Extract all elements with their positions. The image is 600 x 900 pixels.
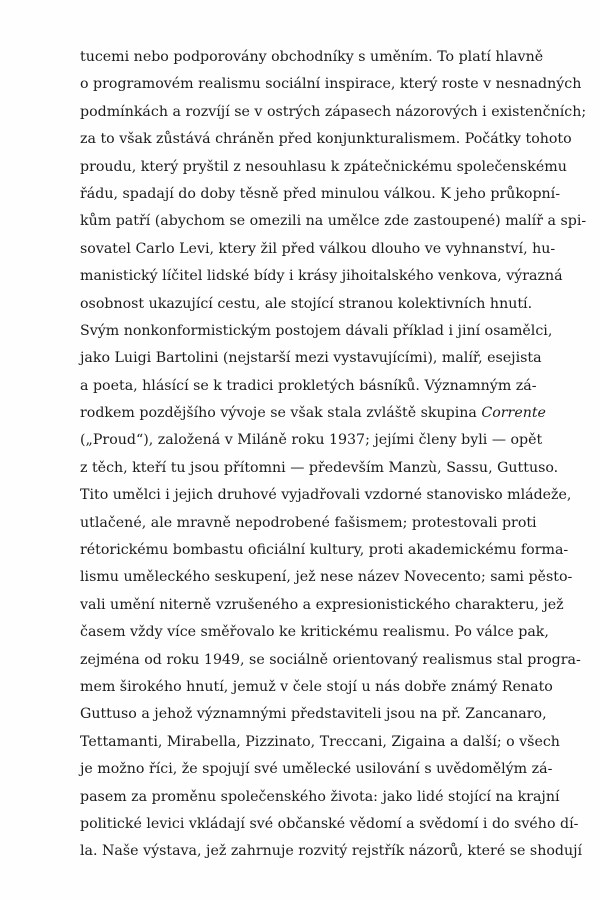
text-line: manistický líčitel lidské bídy i krásy jihoitalského venkova, výrazná: [80, 268, 563, 285]
text-line: osobnost ukazující cestu, ale stojící stranou kolektivních hnutí.: [80, 295, 533, 312]
text-line: řádu, spadají do doby těsně před minulou válkou. K jeho průkopní-: [80, 185, 561, 202]
text-line: politické levici vkládají své občanské vědomí a svědomí i do svého dí-: [80, 815, 579, 832]
text-line: Guttuso a jehož významnými představiteli jsou na př. Zancanaro,: [80, 706, 547, 723]
text-line: la. Naše výstava, jež zahrnuje rozvitý rejstřík názorů, které se shodují: [80, 843, 583, 860]
text-line: jako Luigi Bartolini (nejstarší mezi vystavujícími), malíř, esejista: [80, 350, 542, 367]
text-line: z těch, kteří tu jsou přítomni — především Manzù, Sassu, Guttuso.: [80, 459, 559, 476]
text-line: podmínkách a rozvíjí se v ostrých zápasech názorových i existenčních;: [80, 103, 587, 120]
text-line: časem vždy více směřovalo ke kritickému realismu. Po válce pak,: [80, 624, 549, 641]
body-text: [80, 44, 587, 866]
text-line: a poeta, hlásící se k tradici prokletých básníků. Významným zá-: [80, 377, 537, 394]
italic-group-name: Corrente: [481, 405, 546, 422]
text-line: utlačené, ale mravně nepodrobené fašismem; protestovali proti: [80, 514, 537, 531]
text-line: Svým nonkonformistickým postojem dávali příklad i jiní osamělci,: [80, 322, 553, 339]
text-line-segment: rodkem pozdějšího vývoje se však stala zvláště skupina: [80, 405, 477, 422]
text-line: lismu uměleckého seskupení, jež nese název Novecento; sami pěsto-: [80, 569, 573, 586]
text-line: kům patří (abychom se omezili na umělce zde zastoupené) malíř a spi-: [80, 213, 587, 230]
text-line: Tettamanti, Mirabella, Pizzinato, Treccani, Zigaina a další; o všech: [80, 733, 560, 750]
text-line: vali umění niterně vzrušeného a expresionistického charakteru, jež: [80, 596, 564, 613]
text-line: zejména od roku 1949, se sociálně orientovaný realismus stal progra-: [80, 651, 581, 668]
text-line: pasem za proměnu společenského života: jako lidé stojící na krajní: [80, 788, 560, 805]
text-line: tucemi nebo podporovány obchodníky s uměním. To platí hlavně: [80, 49, 544, 65]
text-line: rétorickému bombastu oficiální kultury, proti akademickému forma-: [80, 542, 569, 559]
text-line: sovatel Carlo Levi, ktery žil před válkou dlouho ve vyhnanství, hu-: [80, 240, 556, 257]
text-line: za to však zůstává chráněn před konjunkturalismem. Počátky tohoto: [80, 131, 572, 148]
text-line: („Proud“), založená v Miláně roku 1937; jejími členy byli — opět: [80, 432, 543, 449]
text-line: Tito umělci i jejich druhové vyjadřovali vzdorné stanovisko mládeže,: [80, 487, 572, 504]
text-line: je možno říci, že spojují své umělecké usilování s uvědomělým zá-: [80, 761, 553, 778]
text-line: proudu, který pryštil z nesouhlasu k zpátečnickému společenskému: [80, 158, 567, 175]
text-line: o programovém realismu sociální inspirace, který roste v nesnadných: [80, 76, 582, 93]
text-line-with-italic: [80, 400, 546, 427]
text-line: mem širokého hnutí, jemuž v čele stojí u nás dobře známý Renato: [80, 678, 553, 695]
